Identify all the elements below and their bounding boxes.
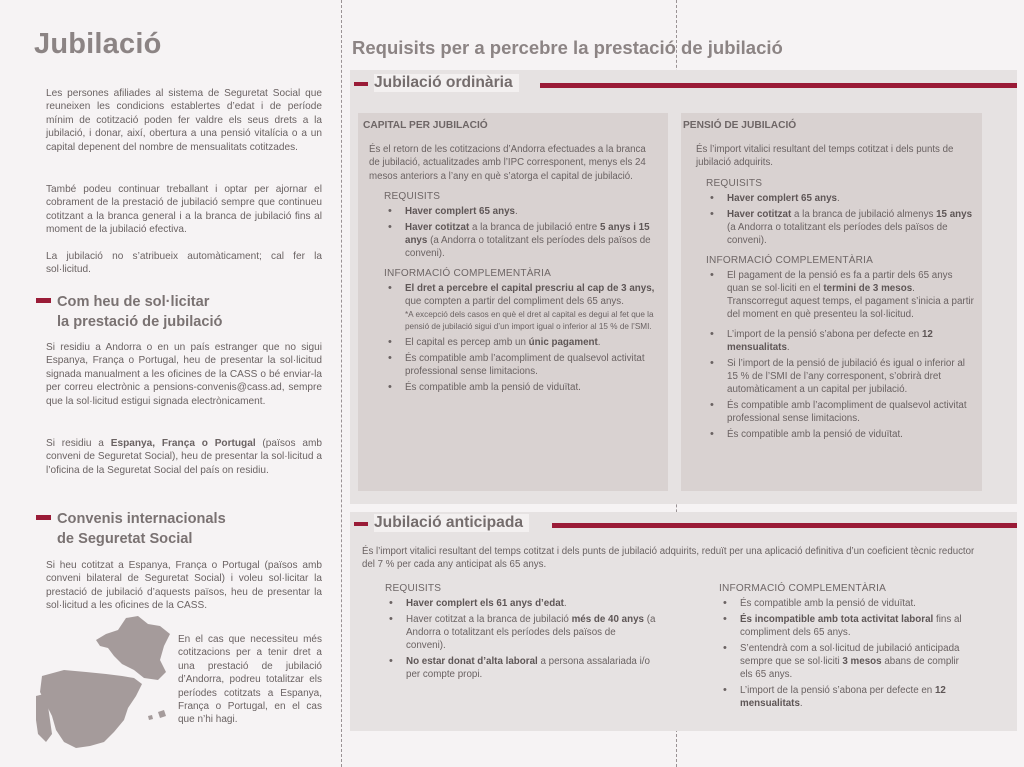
early-description: És l’import vitalici resultant del temps cotitzat i dels punts de jubilació adquirits, reduït per una aplicació definitiva d’un coeficient tècnic reductor del 7 % per cada any anticipat als 65 anys. — [362, 546, 975, 571]
capital-title: CAPITAL PER JUBILACIÓ — [363, 120, 488, 131]
list-item: • És compatible amb l’acompliment de qualsevol activitat professional sense limitacions. — [706, 399, 975, 425]
capital-description: És el retorn de les cotitzacions d’Andorra efectuades a la branca de jubilació, actualitzades amb l’IPC corresponent, menys els 24 mesos anteriors a l’any en què s’atorga el capital de jubilació. — [369, 144, 646, 182]
heading-rule — [552, 523, 1017, 528]
ordinary-retirement-heading — [352, 71, 1017, 99]
list-item: • És compatible amb la pensió de viduïtat. — [384, 381, 663, 394]
how-paragraph-2 — [46, 437, 322, 477]
pension-req-label: REQUISITS — [706, 177, 763, 189]
pension-req-list — [706, 192, 975, 247]
how-p2-pre: Si residiu a — [46, 438, 111, 449]
heading-marker — [354, 82, 368, 86]
pension-info-list — [706, 269, 975, 441]
intro-paragraph-1: Les persones afiliades al sistema de Seguretat Social que reuneixen les condicions establertes d’edat i de període mínim de cotització poden fer valdre els seus drets a la jubilació, i donar, així, obertura a una pensió vitalícia o a un capital depenent del nombre de mensualitats cotitzades. — [46, 88, 322, 153]
iberia-france-map — [34, 612, 182, 762]
intro-paragraph-2: També podeu continuar treballant i optar per ajornar el cobrament de la prestació de jubilació sempre que continueu cotitzant a la branca general i a la branca de jubilació fins al moment de la jubilació efectiva. — [46, 184, 322, 236]
conventions-paragraph: Si heu cotitzat a Espanya, França o Portugal (països amb conveni bilateral de Seguretat Social) i voleu sol·licitar la prestació de jubilació d’aquests països, heu de presentar la sol·licitud a les oficines de la CASS. — [46, 560, 322, 612]
pension-title: PENSIÓ DE JUBILACIÓ — [683, 120, 797, 131]
list-item: • Si l’import de la pensió de jubilació és igual o inferior al 15 % de l’SMI de l’any corresponent, s’obrirà dret automàticament a un capital per jubilació. — [706, 357, 975, 396]
early-heading-text: Jubilació anticipada — [374, 514, 529, 532]
how-heading-line1: Com heu de sol·licitar — [57, 294, 210, 310]
capital-req-list — [384, 205, 663, 260]
capital-card — [358, 113, 668, 491]
conv-heading-line1: Convenis internacionals — [57, 511, 226, 527]
list-item: • Haver complert 65 anys. — [706, 192, 975, 205]
map-note: En el cas que necessiteu més cotitzacions per a tenir dret a una prestació de jubilació d’Andorra, podreu totalitzar els períodes cotitzats a Espanya, França o Portugal, en el cas que n’hi hagi. — [178, 634, 322, 726]
early-information — [700, 575, 970, 710]
list-item: • És incompatible amb tota activitat laboral fins al compliment dels 65 anys. — [719, 613, 970, 639]
capital-info-label: INFORMACIÓ COMPLEMENTÀRIA — [384, 268, 552, 280]
list-item: • Haver complert els 61 anys d’edat. — [385, 597, 656, 610]
pension-description: És l’import vitalici resultant del temps cotitzat i dels punts de jubilació adquirits. — [696, 144, 954, 169]
conv-heading-line2: de Seguretat Social — [57, 531, 193, 547]
list-item: • Haver cotitzat a la branca de jubilació més de 40 anys (a Andorra o totalitzant els períodes dels països de conveni). — [385, 613, 656, 652]
early-info-label: INFORMACIÓ COMPLEMENTÀRIA — [719, 583, 887, 594]
heading-marker — [36, 298, 51, 303]
heading-marker — [36, 515, 51, 520]
pension-card — [681, 113, 982, 491]
heading-rule — [540, 83, 1017, 88]
capital-info-list — [384, 282, 663, 394]
list-item: • L’import de la pensió s’abona per defecte en 12 mensualitats. — [706, 328, 975, 354]
capital-req-label: REQUISITS — [384, 191, 441, 203]
early-requirements — [366, 575, 656, 681]
how-heading-line2: la prestació de jubilació — [57, 314, 223, 330]
early-retirement-heading — [352, 511, 1017, 539]
list-item: • Haver complert 65 anys. — [384, 205, 663, 218]
ordinary-heading-text: Jubilació ordinària — [374, 74, 519, 92]
how-p2-post: (països amb conveni de Seguretat Social), heu de presentar la sol·licitud a l’oficina de la Seguretat Social del país on residiu. — [46, 438, 322, 476]
early-info-list — [700, 597, 970, 710]
early-req-list — [366, 597, 656, 681]
early-req-label: REQUISITS — [385, 583, 442, 594]
how-paragraph-1: Si residiu a Andorra o en un país estranger que no sigui Espanya, França o Portugal, heu de presentar la sol·licitud signada manualment a les oficines de la CASS o bé enviar-la per correu electrònic a pensions-convenis@cass.ad, sempre que la sol·licitud estigui signada electrònicament. — [46, 342, 322, 407]
list-item: • Haver cotitzat a la branca de jubilació almenys 15 anys (a Andorra o totalitzant els períodes dels països de conveni). — [706, 208, 975, 247]
how-to-apply-heading — [36, 292, 222, 332]
capital-note: *A excepció dels casos en què el dret al capital es degui al fet que la pensió de jubilació sigui d’un import igual o inferior al 15 % de l’SMI. — [405, 310, 654, 332]
fold-line-left — [341, 0, 342, 767]
list-item: • El pagament de la pensió es fa a partir dels 65 anys quan se sol·liciti en el termini de 3 mesos. Transcorregut aquest temps, el pagament s’inicia a partir del moment en què presenteu la sol·licitud. — [706, 269, 975, 321]
conventions-heading — [36, 509, 226, 549]
list-item: • El dret a percebre el capital prescriu al cap de 3 anys, que compten a partir del compliment dels 65 anys. *A excepció dels casos en què el dret al capital es degui al fet que la pensió de jubilació sigui d’un import igual o inferior al 15 % de l’SMI. — [384, 282, 663, 333]
list-item: • És compatible amb l’acompliment de qualsevol activitat professional sense limitacions. — [384, 352, 663, 378]
intro-paragraph-3: La jubilació no s’atribueix automàticament; cal fer la sol·licitud. — [46, 251, 322, 276]
list-item: • S’entendrà com a sol·licitud de jubilació anticipada sempre que se sol·liciti 3 mesos abans de complir els 65 anys. — [719, 642, 970, 681]
list-item: • És compatible amb la pensió de viduïtat. — [719, 597, 970, 610]
page-title: Jubilació — [34, 28, 162, 60]
list-item: • L’import de la pensió s’abona per defecte en 12 mensualitats. — [719, 684, 970, 710]
requirements-title: Requisits per a percebre la prestació de jubilació — [352, 37, 783, 58]
heading-marker — [354, 522, 368, 526]
list-item: • No estar donat d’alta laboral a persona assalariada i/o per compte propi. — [385, 655, 656, 681]
list-item: • Haver cotitzat a la branca de jubilació entre 5 anys i 15 anys (a Andorra o totalitzant els períodes dels països de conveni). — [384, 221, 663, 260]
pension-info-label: INFORMACIÓ COMPLEMENTÀRIA — [706, 254, 874, 266]
list-item: • És compatible amb la pensió de viduïtat. — [706, 428, 975, 441]
list-item: • El capital es percep amb un únic pagament. — [384, 336, 663, 349]
how-p2-countries: Espanya, França o Portugal — [110, 438, 256, 449]
